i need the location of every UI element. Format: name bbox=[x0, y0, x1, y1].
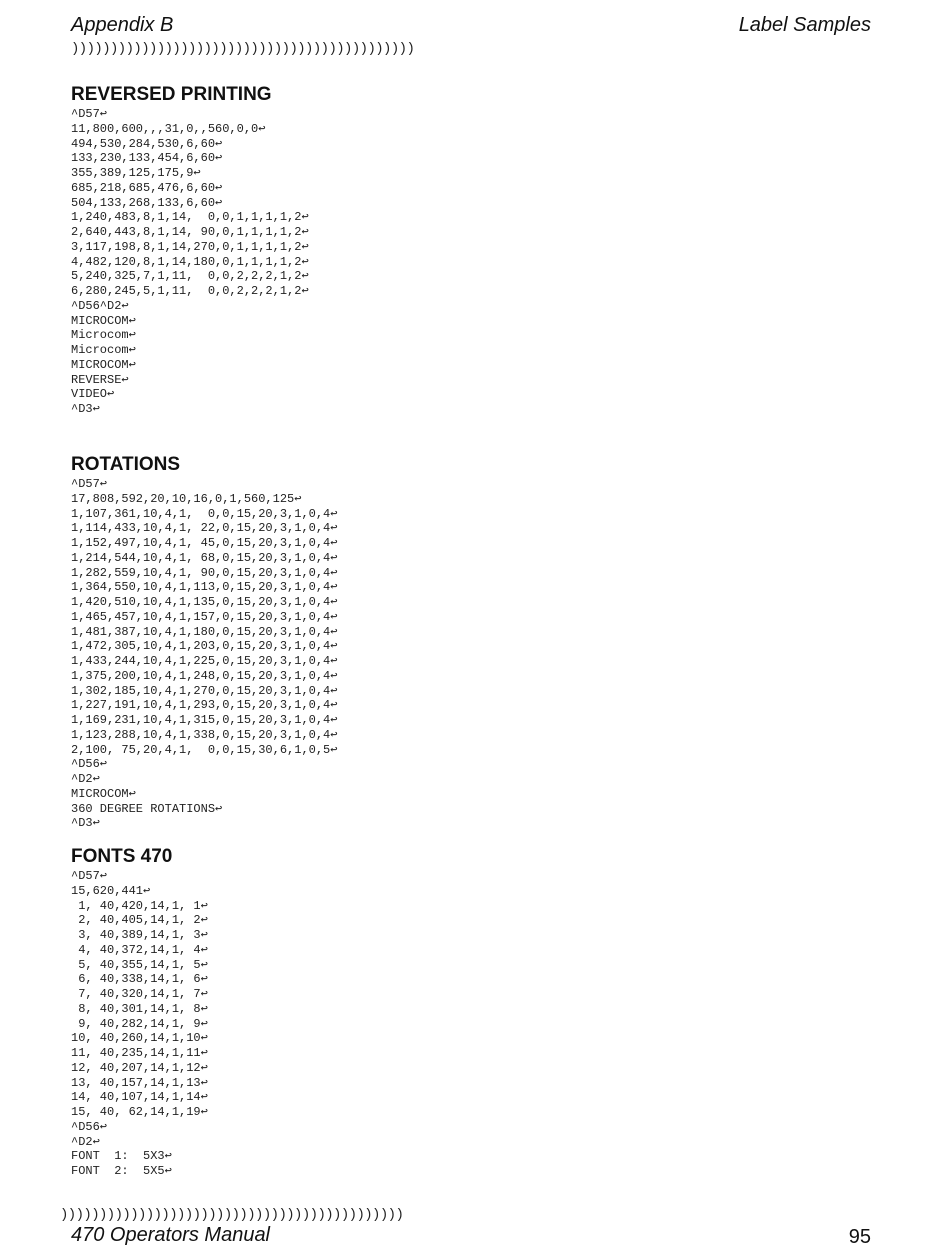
code-line: 1,472,305,10,4,1,203,0,15,20,3,1,0,4↩ bbox=[71, 639, 338, 654]
code-line: 2, 40,405,14,1, 2↩ bbox=[71, 913, 208, 928]
code-line: 1,152,497,10,4,1, 45,0,15,20,3,1,0,4↩ bbox=[71, 536, 338, 550]
code-line: 10, 40,260,14,1,10↩ bbox=[71, 1031, 208, 1046]
section-title: ROTATIONS bbox=[71, 454, 181, 475]
code-line: FONT 1: 5X3↩ bbox=[71, 1149, 172, 1164]
code-line: 133,230,133,454,6,60↩ bbox=[71, 151, 223, 166]
page-number: 95 bbox=[848, 1226, 871, 1248]
code-line: 3, 40,389,14,1, 3↩ bbox=[71, 928, 208, 942]
code-line: 5, 40,355,14,1, 5↩ bbox=[71, 957, 208, 972]
code-line: 1,123,288,10,4,1,338,0,15,20,3,1,0,4↩ bbox=[71, 727, 338, 742]
code-line: 1,227,191,10,4,1,293,0,15,20,3,1,0,4↩ bbox=[71, 698, 338, 713]
code-line: MICROCOM↩ bbox=[71, 313, 136, 328]
code-line: 15,620,441↩ bbox=[71, 883, 151, 898]
code-line: 9, 40,282,14,1, 9↩ bbox=[71, 1016, 208, 1031]
code-line: 1,240,483,8,1,14, 0,0,1,1,1,1,2↩ bbox=[71, 210, 309, 225]
footer-manual-title: 470 Operators Manual bbox=[71, 1224, 271, 1246]
top-rule: )))))))))))))))))))))))))))))))))))))))))))) bbox=[71, 41, 415, 57]
section-fonts-470 bbox=[71, 846, 208, 1179]
bottom-rule: )))))))))))))))))))))))))))))))))))))))))))) bbox=[60, 1207, 404, 1223]
code-line: VIDEO↩ bbox=[71, 387, 115, 402]
code-line: 6, 40,338,14,1, 6↩ bbox=[71, 972, 208, 987]
code-line: 494,530,284,530,6,60↩ bbox=[71, 136, 223, 151]
code-line: 355,389,125,175,9↩ bbox=[71, 166, 201, 180]
code-line: 14, 40,107,14,1,14↩ bbox=[71, 1090, 208, 1105]
code-line: 1,420,510,10,4,1,135,0,15,20,3,1,0,4↩ bbox=[71, 595, 338, 609]
code-line: 6,280,245,5,1,11, 0,0,2,2,2,1,2↩ bbox=[71, 284, 309, 298]
code-line: 360 DEGREE ROTATIONS↩ bbox=[71, 801, 223, 816]
code-line: ^D56↩ bbox=[71, 1119, 108, 1134]
section-title: REVERSED PRINTING bbox=[71, 84, 272, 105]
code-line: 2,100, 75,20,4,1, 0,0,15,30,6,1,0,5↩ bbox=[71, 742, 338, 757]
code-line: 1,169,231,10,4,1,315,0,15,20,3,1,0,4↩ bbox=[71, 713, 338, 727]
section-rotations bbox=[71, 454, 337, 831]
code-line: 1,302,185,10,4,1,270,0,15,20,3,1,0,4↩ bbox=[71, 683, 338, 698]
code-line: 4,482,120,8,1,14,180,0,1,1,1,1,2↩ bbox=[71, 254, 309, 269]
code-line: 2,640,443,8,1,14, 90,0,1,1,1,1,2↩ bbox=[71, 225, 309, 239]
code-line: 1,433,244,10,4,1,225,0,15,20,3,1,0,4↩ bbox=[71, 654, 338, 668]
code-line: 11, 40,235,14,1,11↩ bbox=[71, 1046, 208, 1060]
code-line: 17,808,592,20,10,16,0,1,560,125↩ bbox=[71, 491, 302, 506]
code-line: 15, 40, 62,14,1,19↩ bbox=[71, 1105, 208, 1119]
code-line: ^D2↩ bbox=[71, 772, 100, 786]
code-block bbox=[71, 869, 208, 1179]
code-line: 1,481,387,10,4,1,180,0,15,20,3,1,0,4↩ bbox=[71, 624, 338, 639]
code-line: ^D57↩ bbox=[71, 107, 108, 121]
code-line: 1,375,200,10,4,1,248,0,15,20,3,1,0,4↩ bbox=[71, 668, 338, 683]
code-line: 1,282,559,10,4,1, 90,0,15,20,3,1,0,4↩ bbox=[71, 565, 338, 580]
code-block bbox=[71, 107, 309, 417]
code-line: 1,107,361,10,4,1, 0,0,15,20,3,1,0,4↩ bbox=[71, 506, 338, 521]
code-line: 1, 40,420,14,1, 1↩ bbox=[71, 898, 208, 913]
code-line: MICROCOM↩ bbox=[71, 786, 136, 801]
code-line: ^D56↩ bbox=[71, 757, 108, 772]
code-line: ^D57↩ bbox=[71, 869, 108, 883]
section-reversed-printing bbox=[71, 84, 309, 417]
code-line: ^D3↩ bbox=[71, 816, 100, 831]
code-line: 7, 40,320,14,1, 7↩ bbox=[71, 987, 208, 1001]
code-line: 1,465,457,10,4,1,157,0,15,20,3,1,0,4↩ bbox=[71, 609, 338, 624]
code-line: REVERSE↩ bbox=[71, 372, 129, 387]
code-line: 12, 40,207,14,1,12↩ bbox=[71, 1060, 208, 1075]
code-line: ^D2↩ bbox=[71, 1134, 100, 1149]
code-line: ^D56^D2↩ bbox=[71, 298, 129, 313]
code-line: FONT 2: 5X5↩ bbox=[71, 1164, 172, 1178]
code-line: ^D3↩ bbox=[71, 402, 100, 416]
code-line: 11,800,600,,,31,0,,560,0,0↩ bbox=[71, 121, 266, 136]
code-line: 8, 40,301,14,1, 8↩ bbox=[71, 1001, 208, 1016]
code-line: 685,218,685,476,6,60↩ bbox=[71, 180, 223, 195]
code-line: 5,240,325,7,1,11, 0,0,2,2,2,1,2↩ bbox=[71, 269, 309, 284]
code-line: Microcom↩ bbox=[71, 328, 136, 343]
code-line: 4, 40,372,14,1, 4↩ bbox=[71, 942, 208, 957]
code-block bbox=[71, 477, 337, 831]
code-line: 1,114,433,10,4,1, 22,0,15,20,3,1,0,4↩ bbox=[71, 521, 338, 536]
code-line: 3,117,198,8,1,14,270,0,1,1,1,1,2↩ bbox=[71, 239, 309, 254]
section-title: FONTS 470 bbox=[71, 846, 173, 867]
code-line: Microcom↩ bbox=[71, 343, 136, 357]
code-line: MICROCOM↩ bbox=[71, 357, 136, 372]
code-line: 13, 40,157,14,1,13↩ bbox=[71, 1075, 208, 1090]
code-line: 1,364,550,10,4,1,113,0,15,20,3,1,0,4↩ bbox=[71, 580, 338, 595]
code-line: 1,214,544,10,4,1, 68,0,15,20,3,1,0,4↩ bbox=[71, 550, 338, 565]
code-line: 504,133,268,133,6,60↩ bbox=[71, 195, 223, 210]
code-line: ^D57↩ bbox=[71, 477, 108, 491]
header-chapter-title: Label Samples bbox=[738, 14, 871, 36]
header-section-label: Appendix B bbox=[71, 14, 174, 36]
